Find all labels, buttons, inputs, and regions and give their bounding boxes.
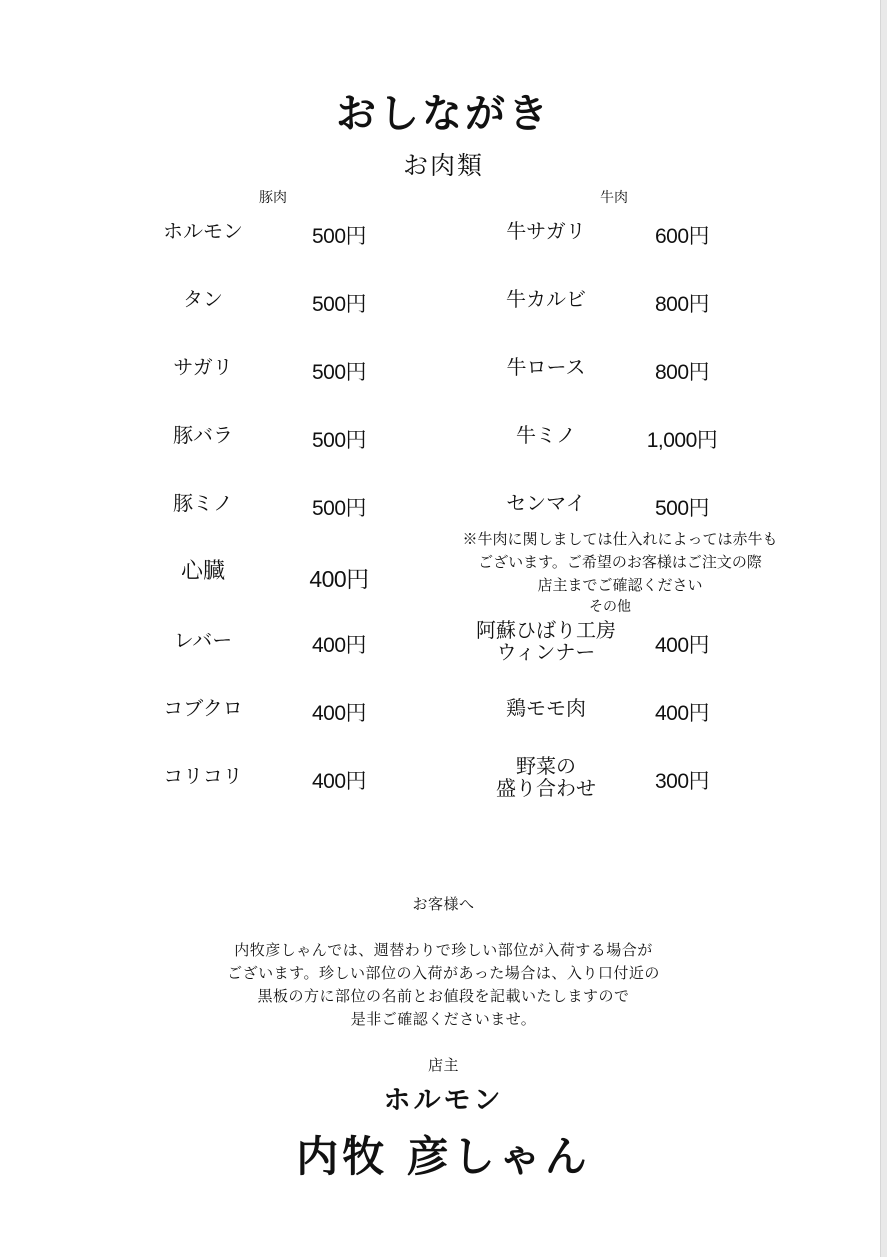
menu-item-name: 鶏モモ肉 bbox=[506, 696, 586, 720]
menu-item-name: 阿蘇ひばり工房 ウィンナー bbox=[476, 618, 616, 664]
menu-item-name: サガリ bbox=[173, 355, 233, 379]
menu-item-name: 野菜の 盛り合わせ bbox=[496, 754, 596, 800]
brand-subtitle: ホルモン bbox=[383, 1085, 504, 1116]
beef-note: ※牛肉に関しましては仕入れによっては赤牛も ございます。ご希望のお客様はご注文の際 店主までご確認ください bbox=[462, 530, 778, 594]
brand-name: 内牧 彦しゃん bbox=[296, 1132, 591, 1181]
other-heading: その他 bbox=[589, 599, 631, 615]
menu-item-name: コブクロ bbox=[163, 696, 243, 720]
menu-item-price: 400円 bbox=[309, 566, 369, 592]
menu-item-price: 500円 bbox=[311, 361, 367, 384]
menu-item-name: レバー bbox=[173, 628, 233, 652]
menu-item-name: 豚バラ bbox=[173, 423, 233, 447]
menu-item-name: 牛サガリ bbox=[506, 219, 586, 243]
message-body: 内牧彦しゃんでは、週替わりで珍しい部位が入荷する場合が ございます。珍しい部位の入荷があった場合は、入り口付近の 黒板の方に部位の名前とお値段を記載いたしますので 是非ご確認くださいませ。 bbox=[227, 941, 660, 1028]
menu-item-name: タン bbox=[183, 287, 223, 311]
menu-item-price: 500円 bbox=[311, 497, 367, 520]
menu-item-price: 500円 bbox=[311, 225, 367, 248]
menu-item-price: 400円 bbox=[654, 702, 710, 725]
menu-item-price: 800円 bbox=[654, 293, 710, 316]
menu-item-price: 400円 bbox=[311, 702, 367, 725]
menu-item-price: 1,000円 bbox=[646, 429, 718, 452]
menu-item-name: 牛ミノ bbox=[516, 423, 576, 447]
menu-item-price: 500円 bbox=[311, 293, 367, 316]
menu-item-price: 400円 bbox=[311, 770, 367, 793]
customer-message bbox=[0, 870, 887, 1100]
menu-item-price: 500円 bbox=[311, 429, 367, 452]
menu-item-name: センマイ bbox=[506, 491, 586, 515]
menu-item-price: 300円 bbox=[654, 770, 710, 793]
menu-item-name: コリコリ bbox=[163, 764, 243, 788]
menu-item-name: 牛ロース bbox=[506, 355, 586, 379]
menu-item-price: 400円 bbox=[654, 634, 710, 657]
message-greeting: お客様へ bbox=[412, 895, 475, 913]
menu-item-price: 600円 bbox=[654, 225, 710, 248]
menu-item-name: 心臓 bbox=[180, 559, 225, 584]
menu-item-price: 800円 bbox=[654, 361, 710, 384]
menu-item-name: 牛カルビ bbox=[506, 287, 586, 311]
meat-section-title: お肉類 bbox=[402, 151, 484, 180]
pork-heading: 豚肉 bbox=[259, 190, 287, 206]
message-signature: 店主 bbox=[427, 1056, 459, 1074]
menu-item-price: 400円 bbox=[311, 634, 367, 657]
menu-item-name: 豚ミノ bbox=[173, 491, 233, 515]
beef-heading: 牛肉 bbox=[600, 190, 628, 206]
menu-item-price: 500円 bbox=[654, 497, 710, 520]
menu-title: おしながき bbox=[336, 90, 551, 137]
menu-item-name: ホルモン bbox=[163, 219, 243, 243]
